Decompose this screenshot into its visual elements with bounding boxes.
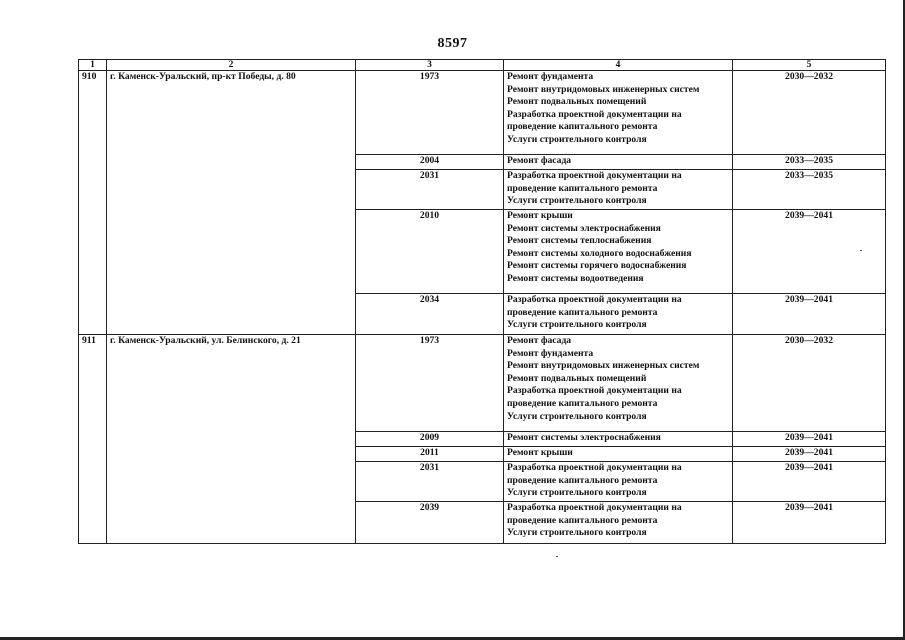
table-body <box>79 71 886 544</box>
work-item: Ремонт внутридомовых инженерных систем <box>507 360 700 372</box>
year-cell: 2010 <box>356 210 504 294</box>
work-item: Разработка проектной документации на <box>507 385 682 397</box>
work-item: Ремонт крыши <box>507 447 573 458</box>
year-cell: 2039 <box>356 502 504 544</box>
table-row <box>79 71 886 155</box>
column-header: 4 <box>504 60 733 71</box>
year-cell: 2004 <box>356 155 504 170</box>
work-item: проведение капитального ремонта <box>507 397 658 409</box>
year-cell: 2031 <box>356 170 504 210</box>
work-item: Ремонт подвальных помещений <box>507 96 647 108</box>
record-number: 911 <box>79 335 107 544</box>
table-row <box>79 335 886 432</box>
period-cell: 2033—2035 <box>733 170 886 210</box>
works-cell <box>504 71 733 155</box>
works-cell <box>504 294 733 335</box>
work-item: Услуги строительного контроля <box>507 133 647 145</box>
work-item: Ремонт системы горячего водоснабжения <box>507 260 687 272</box>
period-cell: 2039—2041 <box>733 502 886 544</box>
work-item: Разработка проектной документации на <box>507 108 682 120</box>
record-number: 910 <box>79 71 107 335</box>
work-item: Услуги строительного контроля <box>507 319 647 331</box>
page-number: 8597 <box>437 36 468 51</box>
work-item: Ремонт фундамента <box>507 71 594 82</box>
work-item: Ремонт системы водоотведения <box>507 272 644 284</box>
work-item: Разработка проектной документации на <box>507 502 682 513</box>
column-header: 1 <box>79 60 107 71</box>
work-item: Услуги строительного контроля <box>507 527 647 539</box>
year-cell: 1973 <box>356 71 504 155</box>
works-cell <box>504 502 733 544</box>
address-cell: г. Каменск-Уральский, пр-кт Победы, д. 80 <box>107 71 356 335</box>
work-item: проведение капитального ремонта <box>507 121 658 133</box>
scan-speck <box>556 556 558 557</box>
work-item: Услуги строительного контроля <box>507 487 647 499</box>
period-cell: 2039—2041 <box>733 294 886 335</box>
repair-schedule-table <box>78 59 886 544</box>
works-cell <box>504 462 733 502</box>
column-header: 2 <box>107 60 356 71</box>
year-cell: 2011 <box>356 447 504 462</box>
period-cell: 2039—2041 <box>733 432 886 447</box>
work-item: Ремонт фасада <box>507 335 572 346</box>
column-header: 3 <box>356 60 504 71</box>
work-item: Ремонт системы электроснабжения <box>507 432 661 443</box>
works-cell <box>504 170 733 210</box>
work-item: Ремонт системы электроснабжения <box>507 222 661 234</box>
year-cell: 2009 <box>356 432 504 447</box>
work-item: Ремонт внутридомовых инженерных систем <box>507 83 700 95</box>
year-cell: 2034 <box>356 294 504 335</box>
works-cell <box>504 335 733 432</box>
work-item: Ремонт фасада <box>507 155 572 166</box>
work-item: Ремонт подвальных помещений <box>507 372 647 384</box>
period-cell: 2039—2041 <box>733 447 886 462</box>
works-cell <box>504 210 733 294</box>
column-header: 5 <box>733 60 886 71</box>
work-item: Ремонт системы теплоснабжения <box>507 235 652 247</box>
year-cell: 1973 <box>356 335 504 432</box>
period-cell: 2030—2032 <box>733 71 886 155</box>
work-item: проведение капитального ремонта <box>507 182 658 194</box>
work-item: проведение капитального ремонта <box>507 514 658 526</box>
works-cell <box>504 432 733 447</box>
period-cell: 2039—2041 <box>733 210 886 294</box>
work-item: Ремонт фундамента <box>507 347 594 359</box>
work-item: Ремонт системы холодного водоснабжения <box>507 247 692 259</box>
work-item: Услуги строительного контроля <box>507 195 647 207</box>
work-item: Разработка проектной документации на <box>507 170 682 181</box>
work-item: проведение капитального ремонта <box>507 306 658 318</box>
work-item: Разработка проектной документации на <box>507 294 682 305</box>
works-cell <box>504 447 733 462</box>
period-cell: 2033—2035 <box>733 155 886 170</box>
work-item: Ремонт крыши <box>507 210 573 221</box>
works-cell <box>504 155 733 170</box>
period-cell: 2030—2032 <box>733 335 886 432</box>
work-item: проведение капитального ремонта <box>507 474 658 486</box>
period-cell: 2039—2041 <box>733 462 886 502</box>
table-header-row <box>79 60 886 71</box>
work-item: Услуги строительного контроля <box>507 410 647 422</box>
year-cell: 2031 <box>356 462 504 502</box>
scan-speck <box>860 250 862 251</box>
address-cell: г. Каменск-Уральский, ул. Белинского, д. 21 <box>107 335 356 544</box>
work-item: Разработка проектной документации на <box>507 462 682 473</box>
